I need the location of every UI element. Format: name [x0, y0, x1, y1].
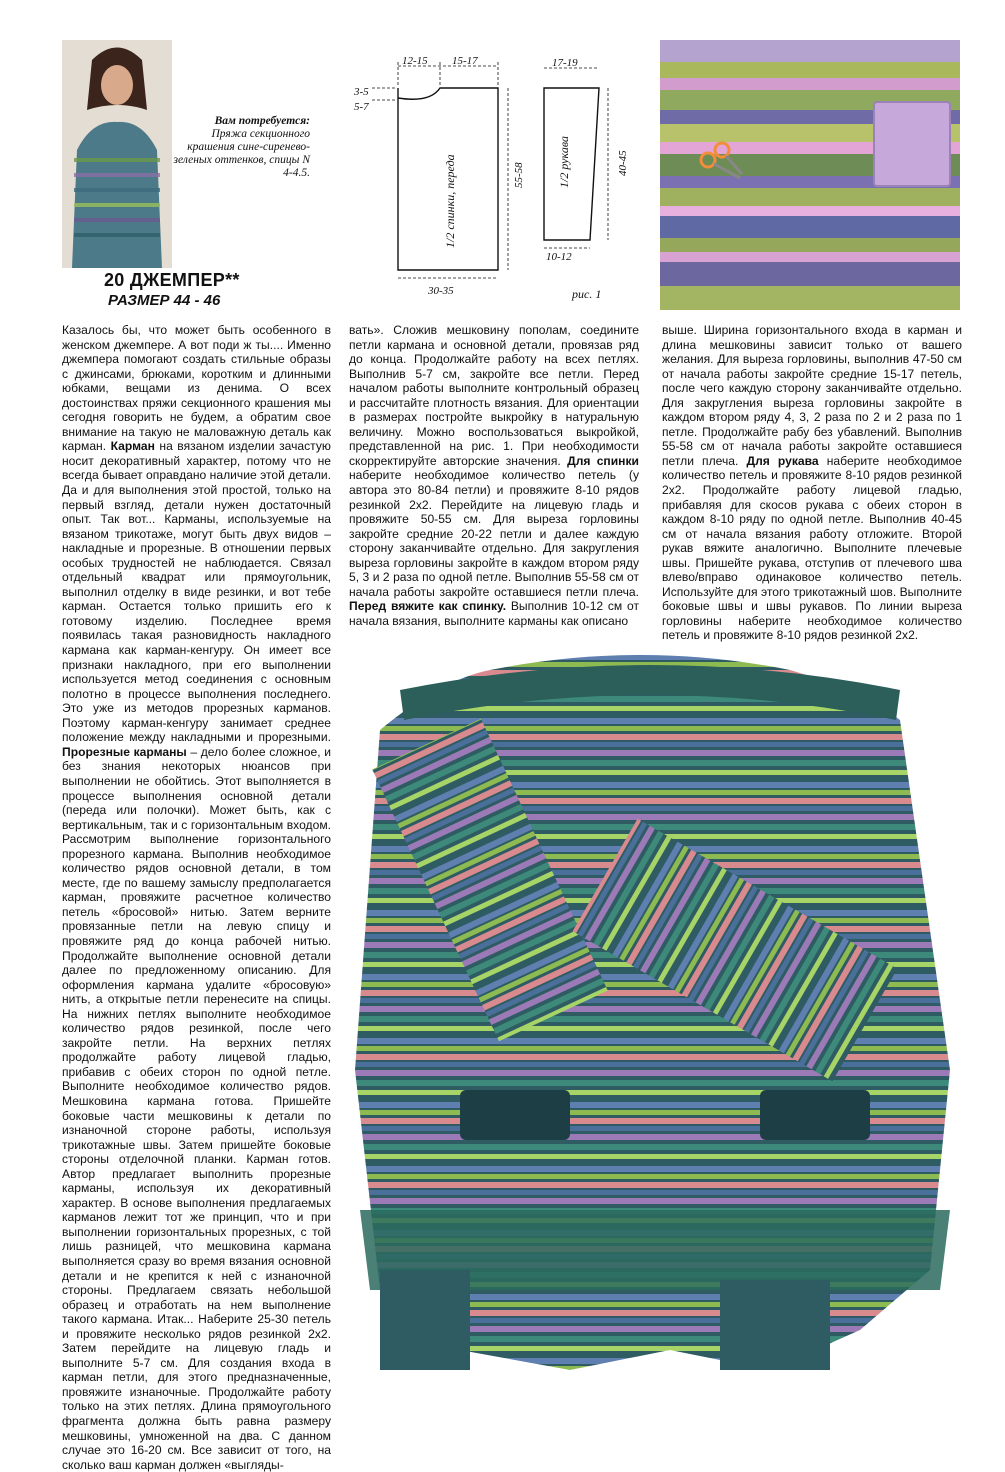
- front-heading: Перед вяжите как спинку.: [349, 599, 507, 614]
- neckline-text: выше. Ширина горизонтального входа в карман и длина мешковины зависит только от вашего желания. Для выреза горловины, выполнив 47-50 см от начала работы закройте средние 15-17 петель, после чего каждую сторону заканчивайте отдельно. Для закругления выреза горловины закройте в каждом втором ряду 4, 3, 2 раза по 2 и 2 раза по 1 петле. Продолжайте рабу без убавлений. Выполнив 55-58 см от начала работы закройте оставшиеся петли плеча.: [662, 323, 962, 468]
- back-text: наберите необходимое количество петель (у автора это 80-84 петли) и провяжите 8-10 рядов резинкой 2х2. Перейдите на лицевую гладь и провяжите 50-55 см. Для выреза горловины закройте средние 20-22 петли и далее каждую сторону заканчивайте отдельно. Для закругления выреза горловины закройте в каждом втором ряду 5, 3 и 2 раза по одной петле. Выполнив 55-58 см от начала работы закройте оставшиеся петли плеча.: [349, 468, 639, 599]
- pattern-title: 20 ДЖЕМПЕР**: [104, 270, 240, 290]
- continuation-text: вать». Сложив мешковину пополам, соедините петли кармана и основной детали, провязав ряд до конца. Продолжайте работу на всех петлях. Выполнив 5-7 см, закройте все петли. Перед началом работы выполните контрольный образец и рассчитайте плотность вязания. Для ориентации в размерах постройте выкройку в натуральную величину. Можно воспользоваться выкройкой, представленной на рис. 1. При необходимости скорректируйте авторские значения.: [349, 323, 639, 468]
- pattern-schematic: [350, 48, 650, 308]
- text-column-2: [349, 323, 639, 628]
- pattern-size: РАЗМЕР 44 - 46: [108, 292, 221, 309]
- sweater-photo: [340, 650, 970, 1375]
- front-text: Выполнив 10-12 см от начала вязания, выполните карманы как описано: [349, 599, 639, 628]
- pocket-detail-photo: [660, 40, 960, 310]
- dim-top-shoulder: 15-17: [452, 55, 478, 67]
- pocket-text: на вязаном изделии зачастую носит декоративный характер, потому что не всегда бывает оправдано наличие этой детали. Да и для выполнения этой простой, только на первый взгляд, детали нужен достаточный опыт. Так вот... Карманы, используемые на вязаном трикотаже, могут быть двух видов – накладные и прорезные. В отношении первых особых трудностей не наблюдается. Связал отдельный квадрат или прямоугольник, выполнил отделку в виде резинки, и вот тебе карман. Остается только пришить его к готовому изделию. Последнее время появилась такая разновидность накладного кармана как карман-кенгуру. Он имеет все признаки накладного, при его выполнении используется метод соединения с основным полотно в процессе выполнения последнего. Это уже из методов прорезных карманов. Поэтому карман-кенгуру занимает среднее положение между накладными и прорезными.: [62, 439, 331, 745]
- dim-sleeve-bottom: 10-12: [546, 251, 572, 263]
- sleeve-text: наберите необходимое количество петель и провяжите 8-10 рядов резинкой 2х2. Продолжайте работу лицевой гладью, прибавляя для скосов рукава с обеих сторон в каждом 8-10 ряду по одной петле. Выполнив 40-45 см от начала вязания работу отложите. Второй рукав вяжите аналогично. Выполните плечевые швы. Пришейте рукава, отступив от плечевого шва влево/вправо одинаковое количество петель. Используйте для этого трикотажный шов. Выполните боковые швы и швы рукавов. По линии выреза горловины наберите необходимое количество петель и провяжите 8-10 рядов резинкой 2х2.: [662, 453, 962, 643]
- dim-sleeve-top: 17-19: [552, 57, 578, 69]
- pocket-heading: Карман: [110, 439, 155, 454]
- materials-note: [170, 115, 310, 180]
- model-photo: [62, 40, 172, 268]
- dim-neck-depth-2: 5-7: [354, 101, 369, 113]
- slit-pockets-heading: Прорезные карманы: [62, 744, 187, 759]
- dim-body-width: 30-35: [428, 285, 454, 297]
- dim-body-height: 55-58: [513, 162, 525, 188]
- dim-neck-depth-1: 3-5: [354, 86, 369, 98]
- back-heading: Для спинки: [567, 453, 639, 468]
- slit-pockets-text: – дело более сложное, и без знания некоторых нюансов при выполнении не обойтись. Этот выполняется в процессе выполнения основной детали (переда или полочки). Может быть, как с вертикальным, так и с горизонтальным входом. Рассмотрим выполнение горизонтального прорезного кармана. Выполнив необходимое количество рядов основной детали, в том месте, где по вашему замыслу предполагается карман, провяжите расчетное количество петель «бросовой» нитью. Затем верните провязанные петли на левую спицу и провяжите ряд до конца рабочей нитью. Продолжайте выполнение основной детали далее по предложенному описанию. Для оформления кармана удалите «бросовую» нить, а открытые петли перенесите на спицы. На нижних петлях выполните необходимое количество рядов резинкой, после чего закройте петли. На верхних петлях продолжайте работу лицевой гладью, прибавив с обеих сторон по одной петле. Выполните необходимое количество рядов. Мешковина кармана готова. Пришейте боковые части мешковины к детали по изнаночной стороне работы, используя трикотажные швы. Затем пришейте боковые стороны отделочной планки. Карман готов. Автор предлагает выполнить прорезные карманы, используя их декоративный характер. В основе выполнения предлагаемых карманов лежит тот же принцип, что и при выполнении горизонтальных прорезных, с той лишь разницей, что мешковина кармана выполняется сразу во время вязания основной детали и не крепится к ней с изнаночной стороны. Предлагаем связать небольшой образец и отработать на нем выполнение такого кармана. Итак... Наберите 25-30 петель и провяжите несколько рядов резинкой 2х2. Затем перейдите на лицевую гладь и выполните 5-7 см. Для создания входа в карман петли, для этого предназначенные, провяжите изнаночные. Продолжайте работу только на этих петлях. Длина прямоугольного фрагмента должна быть равна размеру мешковины, умноженной на два. С данном случае это 16-20 см. Все зависит от того, на сколько ваш карман должен «выгляды-: [62, 744, 331, 1472]
- text-column-1: [62, 323, 331, 1472]
- text-column-3: [662, 323, 962, 643]
- figure-caption: рис. 1: [572, 287, 602, 301]
- intro-text: Казалось бы, что может быть особенного в женском джемпере. А вот поди ж ты.... Именно джемпера помогают создать стильные образы с джинсами, брюками, коротким и длинными юбками, вещами из денима. О всех достоинствах пряжи секционного крашения мы сегодня говорить не будем, а обратим свое внимание на такую не маловажную деталь как карман.: [62, 323, 331, 454]
- dim-top-neck: 12-15: [402, 55, 428, 67]
- materials-label: Вам потребуется:: [214, 115, 310, 127]
- dim-sleeve-height: 40-45: [617, 150, 629, 176]
- materials-text: Пряжа секционного крашения сине-сиренево-зеленых оттенков, спицы N 4-4.5.: [173, 128, 310, 179]
- sleeve-heading: Для рукава: [746, 453, 819, 468]
- back-front-label: 1/2 спинки, переда: [443, 154, 457, 248]
- sleeve-label: 1/2 рукава: [557, 136, 571, 188]
